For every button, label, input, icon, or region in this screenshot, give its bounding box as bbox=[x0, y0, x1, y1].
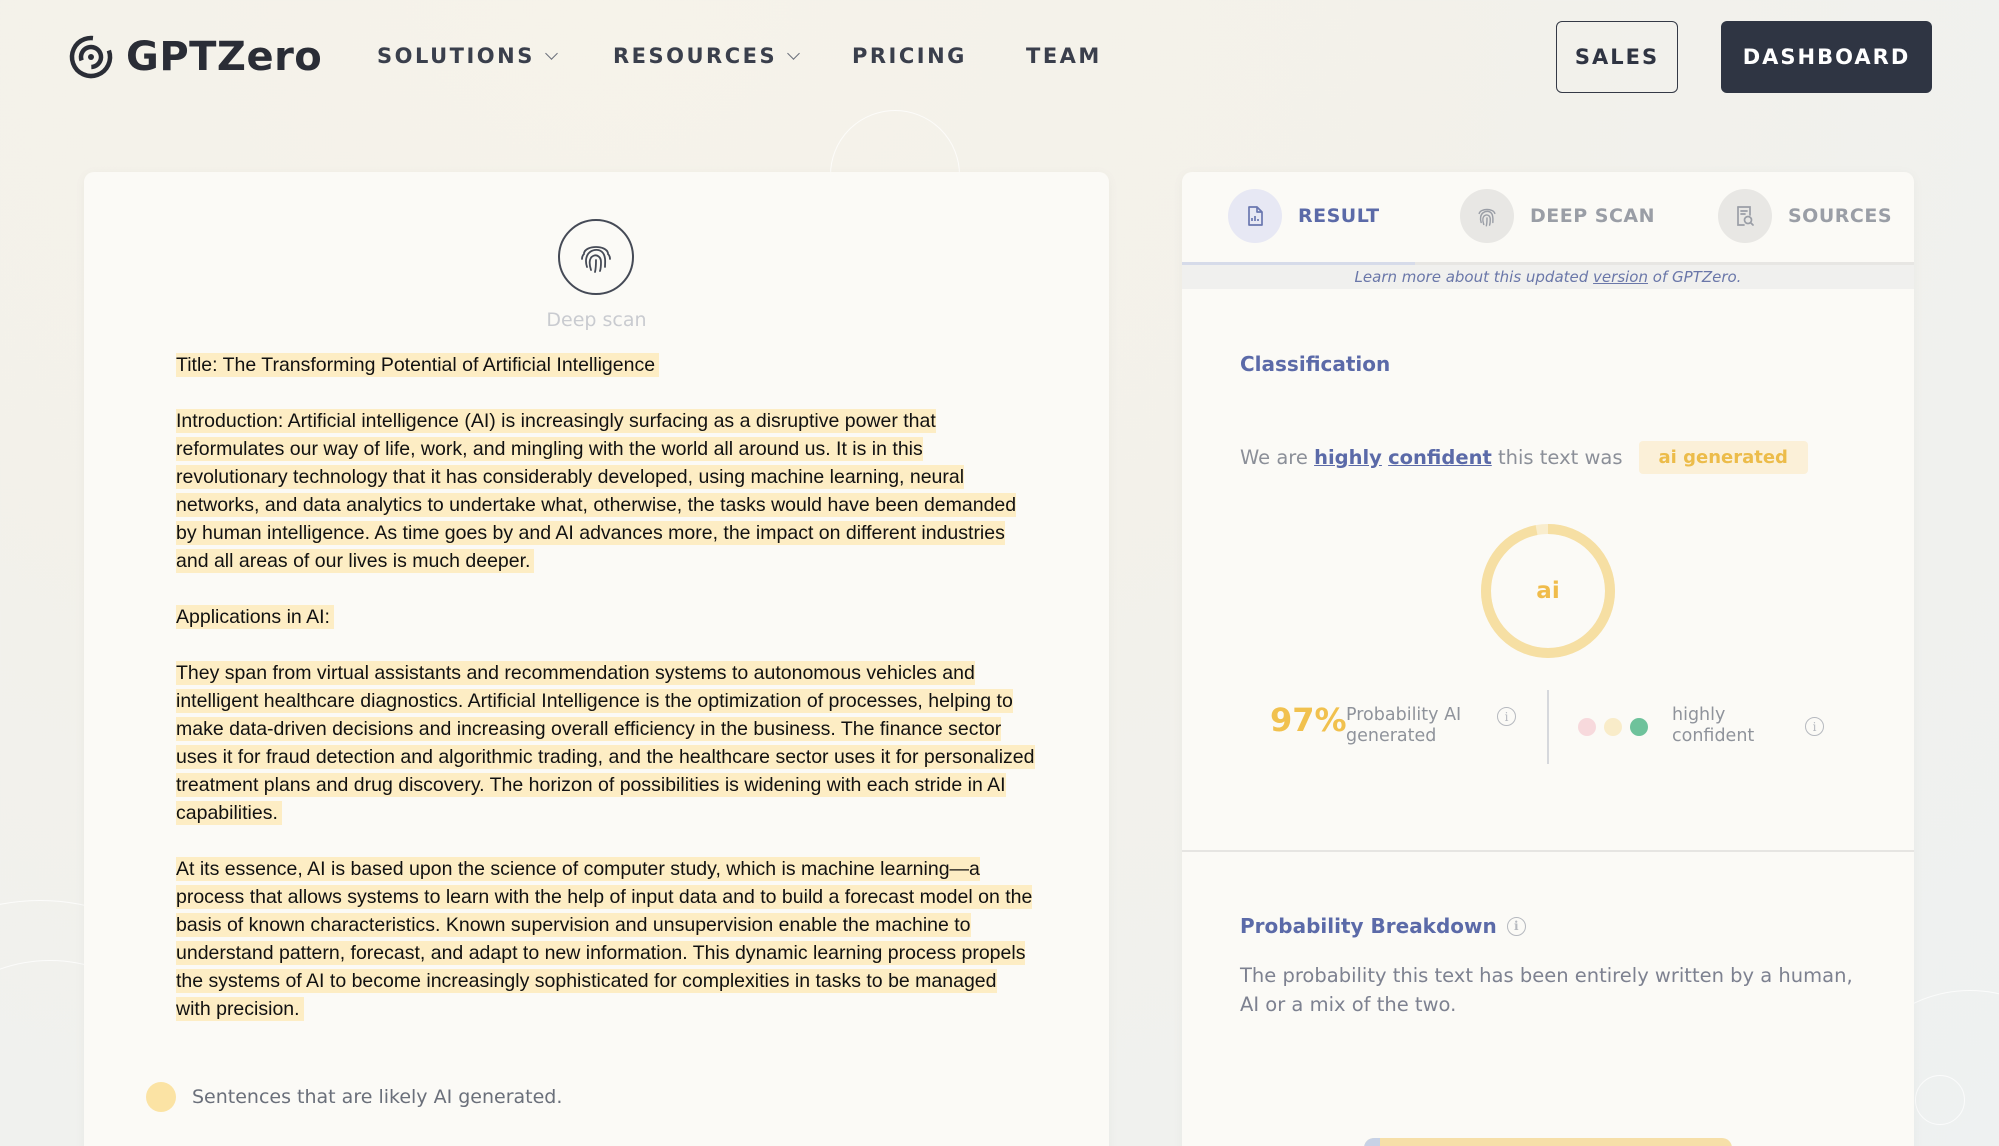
nav-resources-label: RESOURCES bbox=[613, 44, 778, 68]
deep-scan-button[interactable] bbox=[558, 219, 634, 295]
tab-result[interactable] bbox=[1228, 186, 1380, 246]
info-icon[interactable]: i bbox=[1805, 717, 1824, 736]
section-divider bbox=[1182, 850, 1914, 852]
fingerprint-icon bbox=[1460, 189, 1514, 243]
fingerprint-icon bbox=[576, 237, 616, 277]
probability-breakdown-bar-human bbox=[1364, 1138, 1380, 1146]
classification-title bbox=[1240, 352, 1390, 376]
text-panel bbox=[84, 172, 1109, 1146]
deep-scan-label: Deep scan bbox=[546, 309, 647, 331]
highlighted-sentence: At its essence, AI is based upon the science of computer study, which is machine learning—a process that allows systems to learn with the help of input data and to build a forecast model on the basis of known characteristics. Known supervision and unsupervision enable the machine to understand pattern, forecast, and adapt to new information. This dynamic learning process propels the systems of AI to become increasingly sophisticated for complexities in tasks to be managed with precision. bbox=[176, 858, 1033, 1020]
classification-middle: this text was bbox=[1497, 446, 1623, 469]
version-notice bbox=[1182, 265, 1914, 289]
nav-solutions[interactable] bbox=[377, 44, 556, 68]
document-chart-icon bbox=[1228, 189, 1282, 243]
classification-donut bbox=[1477, 520, 1619, 662]
tab-result-label: RESULT bbox=[1298, 205, 1380, 227]
nav-team-label: TEAM bbox=[1026, 44, 1102, 68]
sales-button[interactable]: SALES bbox=[1556, 21, 1678, 93]
nav-solutions-label: SOLUTIONS bbox=[377, 44, 535, 68]
legend-label: Sentences that are likely AI generated. bbox=[192, 1086, 563, 1108]
info-icon[interactable]: i bbox=[1507, 917, 1526, 936]
probability-breakdown-bar bbox=[1364, 1138, 1732, 1146]
probability-label-line2: generated bbox=[1346, 726, 1437, 746]
nav-pricing-label: PRICING bbox=[852, 44, 967, 68]
classification-sentence bbox=[1240, 441, 1808, 474]
dashboard-button[interactable]: DASHBOARD bbox=[1721, 21, 1932, 93]
logo-text: GPTZero bbox=[126, 34, 323, 80]
text-paragraph bbox=[176, 855, 1036, 1023]
highlighted-sentence: Introduction: Artificial intelligence (AI) is increasingly surfacing as a disruptive power that reformulates our way of life, work, and mingling with the world all around us. It is in this revolutionary technology that it has considerably developed, using machine learning, neural networks, and data analytics to undertake what, otherwise, the tasks would have been demanded by human intelligence. As time goes by and AI advances more, the impact on different industries and all areas of our lives is much deeper. bbox=[176, 410, 1017, 572]
text-paragraph bbox=[176, 407, 1036, 575]
ai-generated-badge: ai generated bbox=[1639, 441, 1808, 474]
breakdown-description: The probability this text has been entirely written by a human, AI or a mix of the two. bbox=[1240, 964, 1853, 1016]
tab-deep-scan-label: DEEP SCAN bbox=[1530, 205, 1656, 227]
classification-title-text: Classification bbox=[1240, 352, 1391, 376]
probability-label bbox=[1346, 705, 1461, 747]
text-paragraph bbox=[176, 351, 1036, 379]
donut-label: ai bbox=[1536, 578, 1560, 604]
stats-divider bbox=[1547, 690, 1549, 764]
background-ring bbox=[1915, 1075, 1965, 1125]
tab-sources[interactable] bbox=[1718, 186, 1892, 246]
legend-color-dot bbox=[146, 1082, 176, 1112]
nav-resources[interactable] bbox=[613, 44, 798, 68]
text-paragraph bbox=[176, 603, 1036, 631]
notice-prefix: Learn more about this updated bbox=[1354, 268, 1594, 286]
chevron-down-icon bbox=[545, 47, 558, 60]
document-search-icon bbox=[1718, 189, 1772, 243]
confidence-link-confident[interactable]: confident bbox=[1388, 446, 1492, 469]
confidence-dot-high bbox=[1630, 718, 1648, 736]
highlight-legend bbox=[146, 1082, 562, 1112]
top-navigation bbox=[0, 0, 1999, 114]
confidence-label bbox=[1672, 705, 1754, 747]
logo[interactable] bbox=[68, 34, 322, 80]
breakdown-title-text: Probability Breakdown bbox=[1240, 914, 1497, 938]
highlighted-sentence: They span from virtual assistants and recommendation systems to autonomous vehicles and intelligent healthcare diagnostics. Artificial Intelligence is the optimization of processes, helping to make data-driven decisions and increasing overall efficiency in the business. The finance sector uses it for fraud detection and algorithmic trading, and the healthcare sector uses it for personalized treatment plans and drug discovery. The horizon of possibilities is widening with each stride in AI capabilities. bbox=[176, 662, 1035, 824]
confidence-dot-medium bbox=[1604, 718, 1622, 736]
highlighted-sentence: Applications in AI: bbox=[176, 605, 334, 629]
analyzed-text bbox=[176, 351, 1036, 1051]
version-link[interactable]: version bbox=[1593, 268, 1648, 286]
confidence-label-line1: highly bbox=[1672, 705, 1726, 725]
tab-deep-scan[interactable] bbox=[1460, 186, 1655, 246]
tab-sources-label: SOURCES bbox=[1788, 205, 1893, 227]
confidence-label-line2: confident bbox=[1672, 726, 1755, 746]
highlighted-sentence: Title: The Transforming Potential of Artificial Intelligence bbox=[176, 353, 659, 377]
text-paragraph bbox=[176, 659, 1036, 827]
breakdown-title bbox=[1240, 914, 1526, 938]
nav-team[interactable] bbox=[1026, 44, 1102, 68]
chevron-down-icon bbox=[787, 47, 800, 60]
classification-prefix: We are bbox=[1240, 446, 1308, 469]
probability-label-line1: Probability AI bbox=[1346, 705, 1462, 725]
gptzero-logo-icon bbox=[68, 34, 114, 80]
confidence-link-highly[interactable]: highly bbox=[1314, 446, 1382, 469]
confidence-dot-low bbox=[1578, 718, 1596, 736]
results-panel bbox=[1182, 172, 1914, 1146]
info-icon[interactable]: i bbox=[1497, 707, 1516, 726]
probability-percent: 97% bbox=[1270, 701, 1347, 739]
nav-pricing[interactable] bbox=[852, 44, 967, 68]
notice-suffix: of GPTZero. bbox=[1648, 268, 1742, 286]
